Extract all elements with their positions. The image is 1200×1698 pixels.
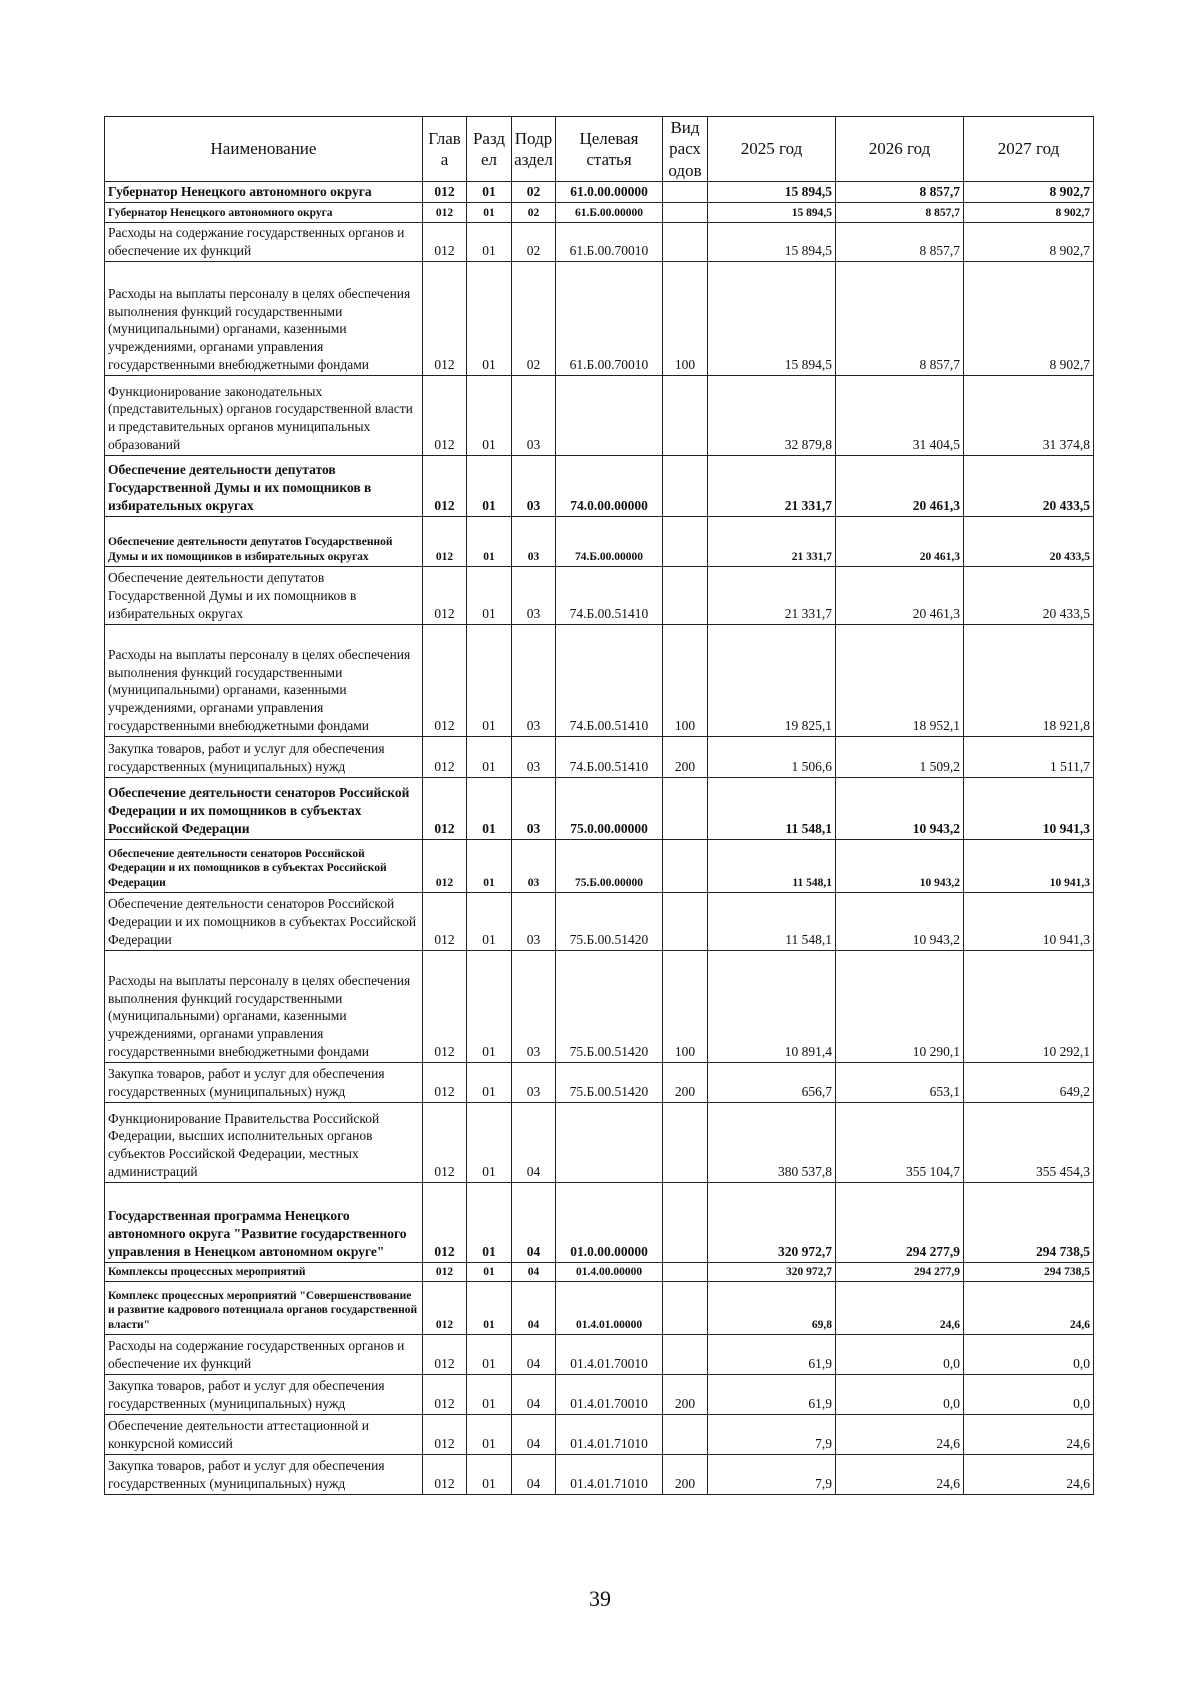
- row-glava-cell: 012: [423, 1102, 467, 1182]
- row-amount-2025-cell: 656,7: [708, 1062, 836, 1102]
- row-name-cell: Обеспечение деятельности депутатов Государственной Думы и их помощников в избирательных округах: [105, 455, 423, 516]
- row-podrazdel-cell: 04: [512, 1374, 556, 1414]
- table-row: [105, 566, 1094, 624]
- row-amount-2027-cell: 24,6: [964, 1414, 1094, 1454]
- row-amount-2025-cell: 320 972,7: [708, 1262, 836, 1281]
- row-amount-2026-cell: 294 277,9: [836, 1182, 964, 1262]
- row-target-article-cell: 01.4.01.00000: [556, 1281, 663, 1334]
- row-amount-2026-cell: 10 943,2: [836, 839, 964, 892]
- table-row: [105, 1374, 1094, 1414]
- row-amount-2025-cell: 21 331,7: [708, 516, 836, 566]
- row-expense-type-cell: [663, 1262, 708, 1281]
- row-name-cell: Комплексы процессных мероприятий: [105, 1262, 423, 1281]
- row-target-article-cell: 01.4.01.70010: [556, 1374, 663, 1414]
- row-amount-2026-cell: 24,6: [836, 1414, 964, 1454]
- row-podrazdel-cell: 03: [512, 892, 556, 950]
- row-razdel-cell: 01: [467, 1414, 512, 1454]
- row-podrazdel-cell: 04: [512, 1281, 556, 1334]
- row-name-cell: Обеспечение деятельности сенаторов Российской Федерации и их помощников в субъектах Российской Федерации: [105, 777, 423, 839]
- row-amount-2025-cell: 11 548,1: [708, 892, 836, 950]
- row-amount-2026-cell: 10 290,1: [836, 950, 964, 1062]
- header-razdel: Разд ел: [467, 117, 512, 182]
- row-amount-2026-cell: 10 943,2: [836, 892, 964, 950]
- table-row: [105, 624, 1094, 736]
- table-row: [105, 1281, 1094, 1334]
- row-name-cell: Губернатор Ненецкого автономного округа: [105, 182, 423, 203]
- row-amount-2026-cell: 0,0: [836, 1374, 964, 1414]
- row-razdel-cell: 01: [467, 1062, 512, 1102]
- row-amount-2025-cell: 11 548,1: [708, 777, 836, 839]
- row-podrazdel-cell: 02: [512, 222, 556, 261]
- header-name: Наименование: [105, 117, 423, 182]
- row-amount-2027-cell: 24,6: [964, 1281, 1094, 1334]
- row-razdel-cell: 01: [467, 950, 512, 1062]
- row-razdel-cell: 01: [467, 1102, 512, 1182]
- table-row: [105, 1182, 1094, 1262]
- row-expense-type-cell: [663, 202, 708, 222]
- row-amount-2026-cell: 8 857,7: [836, 202, 964, 222]
- row-razdel-cell: 01: [467, 455, 512, 516]
- row-razdel-cell: 01: [467, 777, 512, 839]
- row-amount-2025-cell: 15 894,5: [708, 182, 836, 203]
- row-razdel-cell: 01: [467, 1262, 512, 1281]
- row-glava-cell: 012: [423, 516, 467, 566]
- row-name-cell: Обеспечение деятельности сенаторов Российской Федерации и их помощников в субъектах Российской Федерации: [105, 892, 423, 950]
- row-glava-cell: 012: [423, 182, 467, 203]
- row-name-cell: Обеспечение деятельности депутатов Государственной Думы и их помощников в избирательных округах: [105, 516, 423, 566]
- row-target-article-cell: 61.Б.00.70010: [556, 261, 663, 375]
- row-target-article-cell: 01.4.01.71010: [556, 1414, 663, 1454]
- row-amount-2026-cell: 8 857,7: [836, 182, 964, 203]
- row-glava-cell: 012: [423, 1374, 467, 1414]
- row-glava-cell: 012: [423, 839, 467, 892]
- row-glava-cell: 012: [423, 624, 467, 736]
- row-amount-2027-cell: 18 921,8: [964, 624, 1094, 736]
- row-amount-2025-cell: 7,9: [708, 1414, 836, 1454]
- table-row: [105, 839, 1094, 892]
- row-target-article-cell: 75.Б.00.51420: [556, 950, 663, 1062]
- row-amount-2027-cell: 0,0: [964, 1334, 1094, 1374]
- row-amount-2027-cell: 0,0: [964, 1374, 1094, 1414]
- row-razdel-cell: 01: [467, 1374, 512, 1414]
- row-target-article-cell: 74.Б.00.00000: [556, 516, 663, 566]
- row-amount-2027-cell: 8 902,7: [964, 261, 1094, 375]
- row-amount-2025-cell: 7,9: [708, 1454, 836, 1494]
- row-amount-2025-cell: 69,8: [708, 1281, 836, 1334]
- header-glava: Глав а: [423, 117, 467, 182]
- row-target-article-cell: 74.Б.00.51410: [556, 624, 663, 736]
- row-expense-type-cell: 100: [663, 261, 708, 375]
- row-target-article-cell: [556, 1102, 663, 1182]
- row-name-cell: Закупка товаров, работ и услуг для обеспечения государственных (муниципальных) нужд: [105, 1374, 423, 1414]
- row-expense-type-cell: 100: [663, 624, 708, 736]
- row-podrazdel-cell: 03: [512, 736, 556, 777]
- row-razdel-cell: 01: [467, 1454, 512, 1494]
- row-target-article-cell: 61.Б.00.00000: [556, 202, 663, 222]
- row-expense-type-cell: 200: [663, 1454, 708, 1494]
- row-amount-2027-cell: 8 902,7: [964, 182, 1094, 203]
- row-amount-2027-cell: 1 511,7: [964, 736, 1094, 777]
- row-razdel-cell: 01: [467, 892, 512, 950]
- row-name-cell: Обеспечение деятельности сенаторов Российской Федерации и их помощников в субъектах Российской Федерации: [105, 839, 423, 892]
- row-amount-2026-cell: 10 943,2: [836, 777, 964, 839]
- row-glava-cell: 012: [423, 1414, 467, 1454]
- row-target-article-cell: 61.Б.00.70010: [556, 222, 663, 261]
- row-name-cell: Функционирование законодательных (представительных) органов государственной власти и представительных органов муниципальных образований: [105, 375, 423, 455]
- table-row: [105, 1062, 1094, 1102]
- row-expense-type-cell: [663, 839, 708, 892]
- table-row: [105, 261, 1094, 375]
- row-expense-type-cell: [663, 892, 708, 950]
- row-razdel-cell: 01: [467, 566, 512, 624]
- row-amount-2025-cell: 21 331,7: [708, 566, 836, 624]
- row-amount-2025-cell: 1 506,6: [708, 736, 836, 777]
- header-target-article: Целевая статья: [556, 117, 663, 182]
- row-amount-2026-cell: 0,0: [836, 1334, 964, 1374]
- row-podrazdel-cell: 02: [512, 261, 556, 375]
- row-podrazdel-cell: 02: [512, 202, 556, 222]
- row-target-article-cell: 61.0.00.00000: [556, 182, 663, 203]
- row-podrazdel-cell: 04: [512, 1102, 556, 1182]
- row-amount-2026-cell: 294 277,9: [836, 1262, 964, 1281]
- row-amount-2027-cell: 10 292,1: [964, 950, 1094, 1062]
- row-expense-type-cell: [663, 182, 708, 203]
- row-amount-2027-cell: 20 433,5: [964, 566, 1094, 624]
- row-amount-2026-cell: 18 952,1: [836, 624, 964, 736]
- row-glava-cell: 012: [423, 1334, 467, 1374]
- row-podrazdel-cell: 03: [512, 516, 556, 566]
- row-razdel-cell: 01: [467, 1281, 512, 1334]
- row-amount-2027-cell: 355 454,3: [964, 1102, 1094, 1182]
- table-row: [105, 950, 1094, 1062]
- row-razdel-cell: 01: [467, 202, 512, 222]
- row-expense-type-cell: [663, 1102, 708, 1182]
- table-row: [105, 1414, 1094, 1454]
- row-target-article-cell: 01.4.01.71010: [556, 1454, 663, 1494]
- row-expense-type-cell: [663, 375, 708, 455]
- row-amount-2027-cell: 8 902,7: [964, 202, 1094, 222]
- row-name-cell: Комплекс процессных мероприятий "Совершенствование и развитие кадрового потенциала органов государственной власти": [105, 1281, 423, 1334]
- row-glava-cell: 012: [423, 375, 467, 455]
- row-podrazdel-cell: 04: [512, 1334, 556, 1374]
- row-expense-type-cell: [663, 516, 708, 566]
- row-expense-type-cell: 200: [663, 1062, 708, 1102]
- table-row: [105, 455, 1094, 516]
- row-podrazdel-cell: 03: [512, 839, 556, 892]
- row-target-article-cell: [556, 375, 663, 455]
- row-name-cell: Расходы на выплаты персоналу в целях обеспечения выполнения функций государственными (муниципальными) органами, казенными учреждениями, органами управления государственными внебюджетными фондами: [105, 624, 423, 736]
- row-expense-type-cell: [663, 1334, 708, 1374]
- row-amount-2026-cell: 24,6: [836, 1281, 964, 1334]
- header-year-2027: 2027 год: [964, 117, 1094, 182]
- table-body: [105, 182, 1094, 1495]
- row-amount-2027-cell: 649,2: [964, 1062, 1094, 1102]
- row-amount-2025-cell: 15 894,5: [708, 222, 836, 261]
- row-expense-type-cell: [663, 1182, 708, 1262]
- row-podrazdel-cell: 03: [512, 1062, 556, 1102]
- row-glava-cell: 012: [423, 892, 467, 950]
- row-razdel-cell: 01: [467, 1182, 512, 1262]
- row-podrazdel-cell: 03: [512, 375, 556, 455]
- row-amount-2027-cell: 10 941,3: [964, 839, 1094, 892]
- row-amount-2025-cell: 10 891,4: [708, 950, 836, 1062]
- row-amount-2027-cell: 20 433,5: [964, 455, 1094, 516]
- row-glava-cell: 012: [423, 1281, 467, 1334]
- row-expense-type-cell: [663, 222, 708, 261]
- table-row: [105, 375, 1094, 455]
- row-amount-2026-cell: 1 509,2: [836, 736, 964, 777]
- row-name-cell: Расходы на выплаты персоналу в целях обеспечения выполнения функций государственными (муниципальными) органами, казенными учреждениями, органами управления государственными внебюджетными фондами: [105, 261, 423, 375]
- row-amount-2025-cell: 21 331,7: [708, 455, 836, 516]
- row-name-cell: Закупка товаров, работ и услуг для обеспечения государственных (муниципальных) нужд: [105, 736, 423, 777]
- row-podrazdel-cell: 04: [512, 1262, 556, 1281]
- row-glava-cell: 012: [423, 1182, 467, 1262]
- row-expense-type-cell: [663, 777, 708, 839]
- table-row: [105, 736, 1094, 777]
- row-podrazdel-cell: 04: [512, 1182, 556, 1262]
- row-target-article-cell: 75.Б.00.51420: [556, 1062, 663, 1102]
- row-podrazdel-cell: 03: [512, 566, 556, 624]
- row-amount-2027-cell: 10 941,3: [964, 892, 1094, 950]
- row-target-article-cell: 75.0.00.00000: [556, 777, 663, 839]
- row-expense-type-cell: [663, 1281, 708, 1334]
- table-row: [105, 182, 1094, 203]
- row-amount-2025-cell: 11 548,1: [708, 839, 836, 892]
- row-glava-cell: 012: [423, 1262, 467, 1281]
- row-amount-2027-cell: 20 433,5: [964, 516, 1094, 566]
- row-amount-2027-cell: 24,6: [964, 1454, 1094, 1494]
- row-name-cell: Губернатор Ненецкого автономного округа: [105, 202, 423, 222]
- row-amount-2025-cell: 15 894,5: [708, 261, 836, 375]
- row-name-cell: Обеспечение деятельности аттестационной и конкурсной комиссий: [105, 1414, 423, 1454]
- table-header-row: [105, 117, 1094, 182]
- row-name-cell: Расходы на содержание государственных органов и обеспечение их функций: [105, 1334, 423, 1374]
- row-razdel-cell: 01: [467, 736, 512, 777]
- row-target-article-cell: 74.Б.00.51410: [556, 736, 663, 777]
- row-amount-2025-cell: 380 537,8: [708, 1102, 836, 1182]
- table-row: [105, 892, 1094, 950]
- row-amount-2026-cell: 8 857,7: [836, 222, 964, 261]
- row-razdel-cell: 01: [467, 375, 512, 455]
- row-razdel-cell: 01: [467, 261, 512, 375]
- row-amount-2026-cell: 31 404,5: [836, 375, 964, 455]
- row-glava-cell: 012: [423, 566, 467, 624]
- row-target-article-cell: 75.Б.00.00000: [556, 839, 663, 892]
- row-amount-2025-cell: 15 894,5: [708, 202, 836, 222]
- table-row: [105, 1454, 1094, 1494]
- row-expense-type-cell: [663, 1414, 708, 1454]
- page-number: 39: [589, 1586, 611, 1611]
- row-glava-cell: 012: [423, 455, 467, 516]
- row-name-cell: Расходы на содержание государственных органов и обеспечение их функций: [105, 222, 423, 261]
- row-target-article-cell: 01.0.00.00000: [556, 1182, 663, 1262]
- row-razdel-cell: 01: [467, 222, 512, 261]
- row-expense-type-cell: [663, 566, 708, 624]
- row-glava-cell: 012: [423, 202, 467, 222]
- row-amount-2027-cell: 10 941,3: [964, 777, 1094, 839]
- row-amount-2027-cell: 8 902,7: [964, 222, 1094, 261]
- row-glava-cell: 012: [423, 261, 467, 375]
- row-name-cell: Государственная программа Ненецкого автономного округа "Развитие государственного управления в Ненецком автономном округе": [105, 1182, 423, 1262]
- row-expense-type-cell: 100: [663, 950, 708, 1062]
- row-glava-cell: 012: [423, 222, 467, 261]
- row-name-cell: Функционирование Правительства Российской Федерации, высших исполнительных органов субъектов Российской Федерации, местных администраций: [105, 1102, 423, 1182]
- header-expense-type: Вид расх одов: [663, 117, 708, 182]
- row-podrazdel-cell: 03: [512, 455, 556, 516]
- row-razdel-cell: 01: [467, 1334, 512, 1374]
- row-razdel-cell: 01: [467, 516, 512, 566]
- row-expense-type-cell: 200: [663, 736, 708, 777]
- row-expense-type-cell: 200: [663, 1374, 708, 1414]
- row-podrazdel-cell: 03: [512, 950, 556, 1062]
- row-amount-2025-cell: 19 825,1: [708, 624, 836, 736]
- row-glava-cell: 012: [423, 1454, 467, 1494]
- row-amount-2026-cell: 24,6: [836, 1454, 964, 1494]
- table-row: [105, 222, 1094, 261]
- row-razdel-cell: 01: [467, 624, 512, 736]
- row-podrazdel-cell: 04: [512, 1414, 556, 1454]
- header-podrazdel: Подр аздел: [512, 117, 556, 182]
- row-name-cell: Обеспечение деятельности депутатов Государственной Думы и их помощников в избирательных округах: [105, 566, 423, 624]
- budget-document: [104, 116, 1093, 1495]
- row-amount-2026-cell: 653,1: [836, 1062, 964, 1102]
- row-expense-type-cell: [663, 455, 708, 516]
- row-name-cell: Закупка товаров, работ и услуг для обеспечения государственных (муниципальных) нужд: [105, 1062, 423, 1102]
- row-amount-2026-cell: 20 461,3: [836, 566, 964, 624]
- header-year-2025: 2025 год: [708, 117, 836, 182]
- row-podrazdel-cell: 03: [512, 777, 556, 839]
- table-row: [105, 202, 1094, 222]
- row-glava-cell: 012: [423, 950, 467, 1062]
- row-target-article-cell: 74.Б.00.51410: [556, 566, 663, 624]
- row-amount-2025-cell: 61,9: [708, 1374, 836, 1414]
- row-glava-cell: 012: [423, 736, 467, 777]
- row-razdel-cell: 01: [467, 182, 512, 203]
- header-year-2026: 2026 год: [836, 117, 964, 182]
- row-amount-2025-cell: 320 972,7: [708, 1182, 836, 1262]
- row-target-article-cell: 75.Б.00.51420: [556, 892, 663, 950]
- row-glava-cell: 012: [423, 1062, 467, 1102]
- row-target-article-cell: 01.4.01.70010: [556, 1334, 663, 1374]
- row-name-cell: Расходы на выплаты персоналу в целях обеспечения выполнения функций государственными (муниципальными) органами, казенными учреждениями, органами управления государственными внебюджетными фондами: [105, 950, 423, 1062]
- row-name-cell: Закупка товаров, работ и услуг для обеспечения государственных (муниципальных) нужд: [105, 1454, 423, 1494]
- row-amount-2026-cell: 20 461,3: [836, 455, 964, 516]
- table-row: [105, 777, 1094, 839]
- table-row: [105, 1102, 1094, 1182]
- table-row: [105, 516, 1094, 566]
- row-target-article-cell: 01.4.00.00000: [556, 1262, 663, 1281]
- budget-table: [104, 116, 1094, 1495]
- row-amount-2027-cell: 294 738,5: [964, 1262, 1094, 1281]
- row-glava-cell: 012: [423, 777, 467, 839]
- row-amount-2026-cell: 8 857,7: [836, 261, 964, 375]
- table-row: [105, 1334, 1094, 1374]
- row-amount-2026-cell: 355 104,7: [836, 1102, 964, 1182]
- row-amount-2027-cell: 31 374,8: [964, 375, 1094, 455]
- row-podrazdel-cell: 02: [512, 182, 556, 203]
- row-razdel-cell: 01: [467, 839, 512, 892]
- row-target-article-cell: 74.0.00.00000: [556, 455, 663, 516]
- row-amount-2027-cell: 294 738,5: [964, 1182, 1094, 1262]
- row-amount-2025-cell: 32 879,8: [708, 375, 836, 455]
- row-amount-2025-cell: 61,9: [708, 1334, 836, 1374]
- row-podrazdel-cell: 04: [512, 1454, 556, 1494]
- row-podrazdel-cell: 03: [512, 624, 556, 736]
- row-amount-2026-cell: 20 461,3: [836, 516, 964, 566]
- table-row: [105, 1262, 1094, 1281]
